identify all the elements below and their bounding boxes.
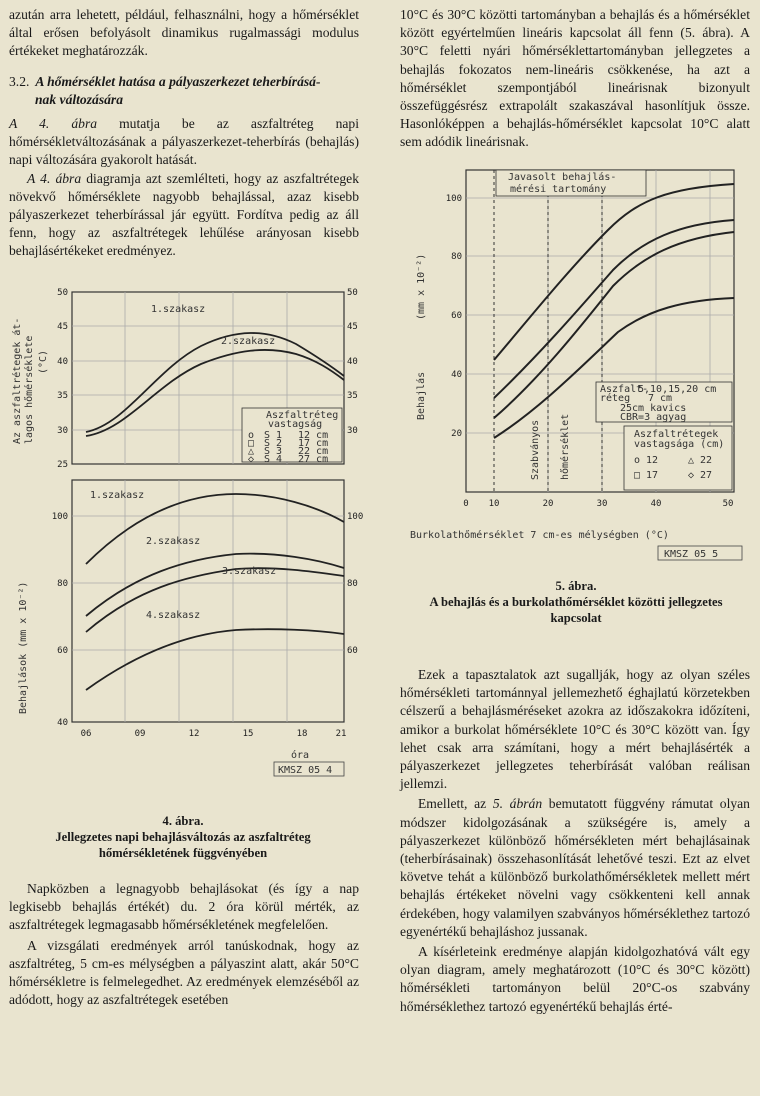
paragraph-intro: azután arra lehetett, például, felhasználni, hogy a hőmérséklet által erősen befolyásolt dinamikus rugalmassági modulus értékeket meghatározzák. xyxy=(9,7,359,59)
bottom-annot-2: 2.szakasz xyxy=(146,536,201,547)
paragraph-2 xyxy=(9,170,359,261)
top-ytick-right: 40 xyxy=(347,357,358,367)
section-number: 3.2. xyxy=(9,73,30,89)
top-ytick-right: 50 xyxy=(347,288,358,298)
legend-sym: □ xyxy=(248,438,255,449)
top-annot-2: 2.szakasz xyxy=(221,336,276,347)
bottom-annot-4: 4.szakasz xyxy=(146,610,201,621)
top-ytick: 25 xyxy=(57,460,68,470)
fig5-curve-2 xyxy=(494,220,734,398)
fig5-legend-bot-title-1: Aszfaltrétegek xyxy=(634,429,719,440)
fig5-ytick: 20 xyxy=(451,429,462,439)
legend-sym: o xyxy=(248,430,255,441)
fig5-ytick: 40 xyxy=(451,370,462,380)
bottom-ytick: 80 xyxy=(57,579,68,589)
legend-title-2: vastagság xyxy=(268,419,323,430)
figure-4-caption-line-2: hőmérsékletének függvényében xyxy=(98,846,268,860)
xtick: 09 xyxy=(134,729,146,739)
section-heading xyxy=(9,73,359,109)
xtick: 12 xyxy=(188,729,200,739)
legend-title-1: Aszfaltréteg xyxy=(266,410,339,421)
legend-val: 22 cm xyxy=(298,446,329,457)
paragraph-right-cont: 10°C és 30°C közötti tartományban a behajlás és a hőmérséklet között egyértelműen lineáris kapcsolat áll fenn (5. ábra). A 30°C feletti nyári hőmérséklettartományban jellegzetes a behajlás fokozatos nem-lineáris csökkenése, ha azt a hőmérséklet szempontjából lineárisnak bizonyult összefüggésrész extrapolált szakaszával hasonlítjuk össze. Hasonlóképpen a behajlás-hőmérséklet kapcsolat 10°C alatt sem adódik lineárisnak. xyxy=(400,7,750,150)
figure-4-chart xyxy=(6,284,364,784)
legend-name: S 1 xyxy=(264,430,283,441)
x-unit: óra xyxy=(291,750,310,761)
fig5-legend-top-vals: 5,10,15,20 cm xyxy=(638,384,717,395)
xtick: 15 xyxy=(242,729,254,739)
fig5-legend-item: o 12 xyxy=(634,455,659,466)
legend-name: S 4 xyxy=(264,454,283,465)
fig5-stamp: KMSZ 05 5 xyxy=(664,549,719,560)
legend-val: 12 cm xyxy=(298,430,329,441)
xtick: 06 xyxy=(80,729,92,739)
figure-4-caption-num: 4. ábra. xyxy=(162,814,204,828)
right-column-bottom xyxy=(400,666,750,1016)
fig5-xtick: 20 xyxy=(542,499,554,509)
figure-5-caption-line-2: kapcsolat xyxy=(550,611,602,625)
figure-5-caption-num: 5. ábra. xyxy=(555,579,597,593)
figure-5-chart xyxy=(398,160,754,570)
fig5-legend-cbr: CBR=3 agyag xyxy=(620,412,687,423)
paragraph-3: Napközben a legnagyobb behajlásokat (és így a nap legkisebb behajlás értékét) du. 2 óra körül mérték, az aszfaltrétegek legmagasabb hőmérsékletének megfelelően. xyxy=(9,881,359,933)
top-ytick: 50 xyxy=(57,288,68,298)
legend-name: S 3 xyxy=(264,446,283,457)
figure-ref: A 4. ábra xyxy=(9,116,98,132)
xtick: 21 xyxy=(335,729,347,739)
figure-4 xyxy=(6,284,364,784)
fig5-xtick: 40 xyxy=(650,499,662,509)
paragraph-6-a: Emellett, az xyxy=(418,796,493,812)
top-ytick-right: 45 xyxy=(347,322,358,332)
bottom-ytick: 60 xyxy=(57,646,68,656)
fig5-legend-item: ◇ 27 xyxy=(688,470,713,481)
paragraph-6-b: bemutatott függvény rámutat olyan módszer kidolgozásának a szükségére is, amely a pályaszerkezet különböző hőmérsékleten mért behajlásainak (teherbírásainak) összehasonlítását lehetővé teszi. Ezt az elvet követve tehát a különböző burkolathőmérsékletek mellett mért behajlás értékeket növelni vagy csökkenteni kell annak érdekében, hogy valamilyen szabványos hőmérséklethez tartozó egyenértékű behajláshoz jussanak. xyxy=(400,796,750,939)
figure-ref: 5. ábrán xyxy=(492,796,543,812)
fig5-legend-top-7: 7 cm xyxy=(648,393,673,404)
figure-5-caption xyxy=(398,578,754,626)
bottom-ytick: 40 xyxy=(57,718,68,728)
fig5-ylabel-unit: (mm x 10⁻²) xyxy=(416,253,427,320)
fig5-legend-item: △ 22 xyxy=(688,455,713,466)
fig5-box-2: mérési tartomány xyxy=(510,184,607,195)
bottom-ytick-right: 60 xyxy=(347,646,358,656)
figure-5 xyxy=(398,160,754,570)
figure-4-caption xyxy=(6,813,360,861)
legend-sym: ◇ xyxy=(248,454,255,465)
fig5-ylabel: Behajlás xyxy=(416,371,427,420)
fig5-vertical-label-1: Szabványos xyxy=(530,419,541,480)
bottom-ytick-right: 100 xyxy=(347,512,364,522)
legend-name: S 2 xyxy=(264,438,283,449)
top-ytick: 30 xyxy=(57,426,68,436)
fig5-legend-kavics: 25cm kavics xyxy=(620,403,687,414)
legend-sym: △ xyxy=(248,446,255,457)
section-title-line-1: A hőmérséklet hatása a pályaszerkezet teherbírásá- xyxy=(35,73,321,89)
top-ylabel-1: Az aszfaltrétegek át- xyxy=(12,317,23,444)
fig5-xtick: 50 xyxy=(722,499,734,509)
fig5-ytick: 60 xyxy=(451,311,462,321)
bottom-ytick: 100 xyxy=(51,512,68,522)
fig5-xtick: 30 xyxy=(596,499,608,509)
paragraph-5: Ezek a tapasztalatok azt sugallják, hogy az olyan széles hőmérsékleti tartománnyal jellemezhető éghajlatú körzetekben célszerű a behajlásméréseket azokra az időszakokra időzíteni, amikor a burkolat hőmérséklete 10°C és 30°C között van. Így lehet csak arra számítani, hogy a mért behajlásérték a pályaszerkezet jellegzetes teherbírását valóban reálisan jellemzi. xyxy=(400,667,750,792)
paragraph-4: A vizsgálati eredmények arról tanúskodnak, hogy az aszfaltréteg, 5 cm-es mélységben a pályaszint alatt, akár 50°C hőmérsékletre is felmelegedhet. Az eredmények elemzéséből az adódott, hogy az aszfaltrétegek esetében xyxy=(9,937,359,1008)
section-title-line-2: nak változására xyxy=(35,91,123,107)
fig5-xlabel: Burkolathőmérséklet 7 cm-es mélységben (°C) xyxy=(410,530,669,541)
top-ylabel-unit: (°C) xyxy=(38,349,49,374)
paragraph-7: A kísérleteink eredménye alapján kidolgozhatóvá vált egy olyan diagram, amely meghatározott (10°C és 30°C között) hőmérsékleti tartományon belül 20°C-os szabvány hőmérséklethez tartozó egyenértékű behajlás érté- xyxy=(400,944,750,1014)
legend-val: 17 cm xyxy=(298,438,329,449)
bottom-ylabel: Behajlások (mm x 10⁻²) xyxy=(18,581,29,714)
paragraph-2-text: diagramja azt szemlélteti, hogy az aszfaltrétegek növekvő hőmérséklete nagyobb behajlással, azaz kisebb pályaszerkezet teherbírással jár együtt. Fordítva pedig az áll fenn, hogy az aszfaltrétegek lehűlése arányosan kisebb behajlásértékeket eredményez. xyxy=(9,170,359,259)
xtick: 18 xyxy=(296,729,308,739)
fig5-box-1: Javasolt behajlás- xyxy=(508,172,617,183)
figure-4-caption-line-1: Jellegzetes napi behajlásváltozás az aszfaltréteg xyxy=(55,830,311,844)
top-ytick-right: 35 xyxy=(347,391,358,401)
fig5-ytick: 100 xyxy=(445,194,462,204)
legend-val: 27 cm xyxy=(298,454,329,465)
bottom-annot-1: 1.szakasz xyxy=(90,490,145,501)
top-ytick: 40 xyxy=(57,357,68,367)
bottom-ytick-right: 80 xyxy=(347,579,358,589)
paragraph-1 xyxy=(9,115,359,170)
paragraph-1-text: mutatja be az aszfaltréteg napi hőmérsékletváltozásának a pályaszerkezet-teherbírás (behajlás) napi változására gyakorolt hatását. xyxy=(9,116,360,168)
left-column-bottom xyxy=(9,880,359,1009)
bottom-annot-3: 3.szakasz xyxy=(222,566,277,577)
left-column xyxy=(9,6,359,261)
paragraph-6 xyxy=(400,795,750,941)
fig5-ytick: 80 xyxy=(451,252,462,262)
fig5-xtick: 10 xyxy=(488,499,500,509)
fig5-legend-top-1: Aszfalt- xyxy=(600,384,649,395)
fig5-vertical-label-2: hőmérséklet xyxy=(560,413,571,480)
stamp: KMSZ 05 4 xyxy=(278,765,333,776)
top-annot-1: 1.szakasz xyxy=(151,304,206,315)
figure-ref: A 4. ábra xyxy=(27,170,82,186)
fig5-legend-bot-title-2: vastagsága (cm) xyxy=(634,439,725,450)
top-ytick: 35 xyxy=(57,391,68,401)
top-ytick-right: 30 xyxy=(347,426,358,436)
top-ytick: 45 xyxy=(57,322,68,332)
fig5-curve-1 xyxy=(494,184,734,360)
fig5-legend-item: □ 17 xyxy=(634,470,659,481)
right-column-top xyxy=(400,6,750,152)
fig5-legend-top-2: réteg xyxy=(600,393,631,404)
top-ylabel-2: lagos hőmérséklete xyxy=(24,335,35,444)
figure-5-caption-line-1: A behajlás és a burkolathőmérséklet közötti jellegzetes xyxy=(429,595,723,609)
fig5-xtick: 0 xyxy=(463,499,469,509)
